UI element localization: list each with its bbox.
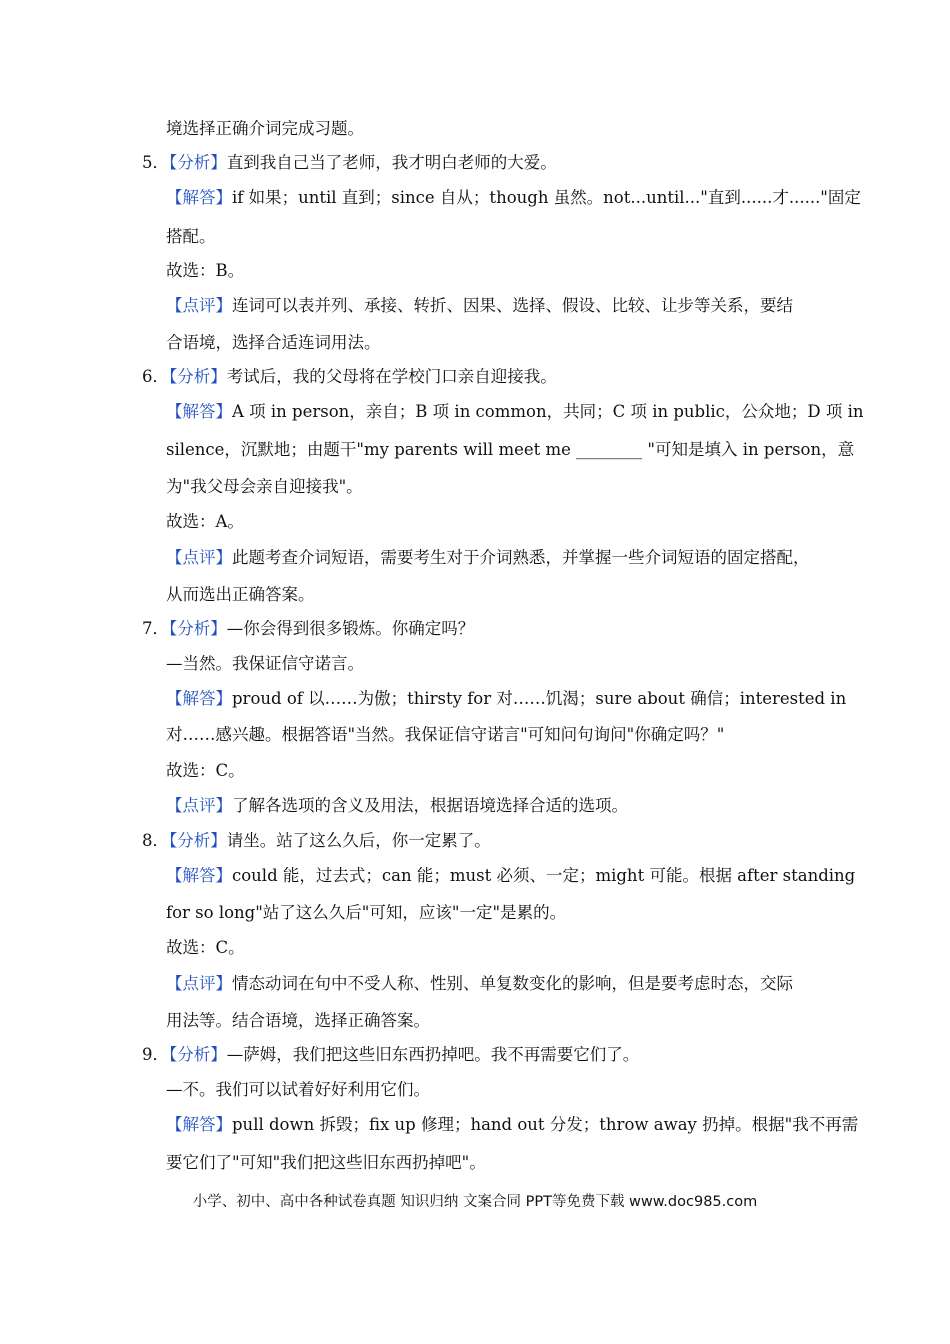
- page-footer: 小学、初中、高中各种试卷真题 知识归纳 文案合同 PPT等免费下载 www.doc985.com: [192, 1194, 758, 1210]
- question-8-comment: 【点评】情态动词在句中不受人称、性别、单复数变化的影响，但是要考虑时态，交际: [166, 974, 793, 993]
- question-5-answer: 【解答】if 如果；until 直到；since 自从；though 虽然。not...until..."直到......才......"固定: [166, 188, 861, 207]
- comment-tag: 【点评】: [166, 796, 232, 815]
- question-6-analysis: 6．【分析】考试后，我的父母将在学校门口亲自迎接我。: [142, 367, 557, 386]
- question-9-analysis: 9．【分析】—萨姆，我们把这些旧东西扔掉吧。我不再需要它们了。: [142, 1045, 640, 1064]
- analysis-tag: 【分析】: [169, 1045, 227, 1064]
- question-7-choice: 故选：C。: [166, 761, 245, 780]
- question-6-choice: 故选：A。: [166, 512, 244, 531]
- answer-tag: 【解答】: [166, 402, 232, 421]
- text-line: 境选择正确介词完成习题。: [166, 119, 364, 138]
- comment-tag: 【点评】: [166, 974, 232, 993]
- analysis-tag: 【分析】: [169, 153, 227, 172]
- answer-tag: 【解答】: [166, 1115, 232, 1134]
- comment-tag: 【点评】: [166, 548, 232, 567]
- text-line: 合语境，选择合适连词用法。: [166, 333, 381, 352]
- question-8-answer: 【解答】could 能，过去式；can 能；must 必须、一定；might 可能。根据 after standing: [166, 866, 856, 885]
- question-7-answer: 【解答】proud of 以……为傲；thirsty for 对……饥渴；sure about 确信；interested in: [166, 689, 847, 708]
- question-8-choice: 故选：C。: [166, 938, 245, 957]
- text-line: for so long"站了这么久后"可知，应该"一定"是累的。: [166, 903, 567, 922]
- question-7-analysis: 7．【分析】—你会得到很多锻炼。你确定吗？: [142, 619, 475, 638]
- question-7-comment: 【点评】了解各选项的含义及用法，根据语境选择合适的选项。: [166, 796, 628, 815]
- analysis-tag: 【分析】: [169, 367, 227, 386]
- question-5-choice: 故选：B。: [166, 261, 245, 280]
- answer-tag: 【解答】: [166, 866, 232, 885]
- text-line: 用法等。结合语境，选择正确答案。: [166, 1011, 430, 1030]
- text-line: 要它们了"可知"我们把这些旧东西扔掉吧"。: [166, 1153, 486, 1172]
- analysis-tag: 【分析】: [169, 619, 227, 638]
- text-line: 搭配。: [166, 227, 216, 246]
- question-5-analysis: 5．【分析】直到我自己当了老师，我才明白老师的大爱。: [142, 153, 557, 172]
- text-line: —不。我们可以试着好好利用它们。: [166, 1080, 430, 1099]
- answer-tag: 【解答】: [166, 689, 232, 708]
- text-line: 为"我父母会亲自迎接我"。: [166, 477, 363, 496]
- text-line: silence，沉默地；由题干"my parents will meet me ________ "可知是填入 in person，意: [166, 440, 855, 459]
- analysis-tag: 【分析】: [169, 831, 227, 850]
- question-5-comment: 【点评】连词可以表并列、承接、转折、因果、选择、假设、比较、让步等关系，要结: [166, 296, 793, 315]
- answer-tag: 【解答】: [166, 188, 232, 207]
- question-6-comment: 【点评】此题考查介词短语，需要考生对于介词熟悉，并掌握一些介词短语的固定搭配，: [166, 548, 810, 567]
- question-6-answer: 【解答】A 项 in person，亲自；B 项 in common，共同；C 项 in public，公众地；D 项 in: [166, 402, 864, 421]
- question-9-answer: 【解答】pull down 拆毁；fix up 修理；hand out 分发；throw away 扔掉。根据"我不再需: [166, 1115, 859, 1134]
- comment-tag: 【点评】: [166, 296, 232, 315]
- text-line: 对……感兴趣。根据答语"当然。我保证信守诺言"可知问句询问"你确定吗？": [166, 725, 725, 744]
- question-8-analysis: 8．【分析】请坐。站了这么久后，你一定累了。: [142, 831, 491, 850]
- text-line: —当然。我保证信守诺言。: [166, 654, 364, 673]
- text-line: 从而选出正确答案。: [166, 585, 315, 604]
